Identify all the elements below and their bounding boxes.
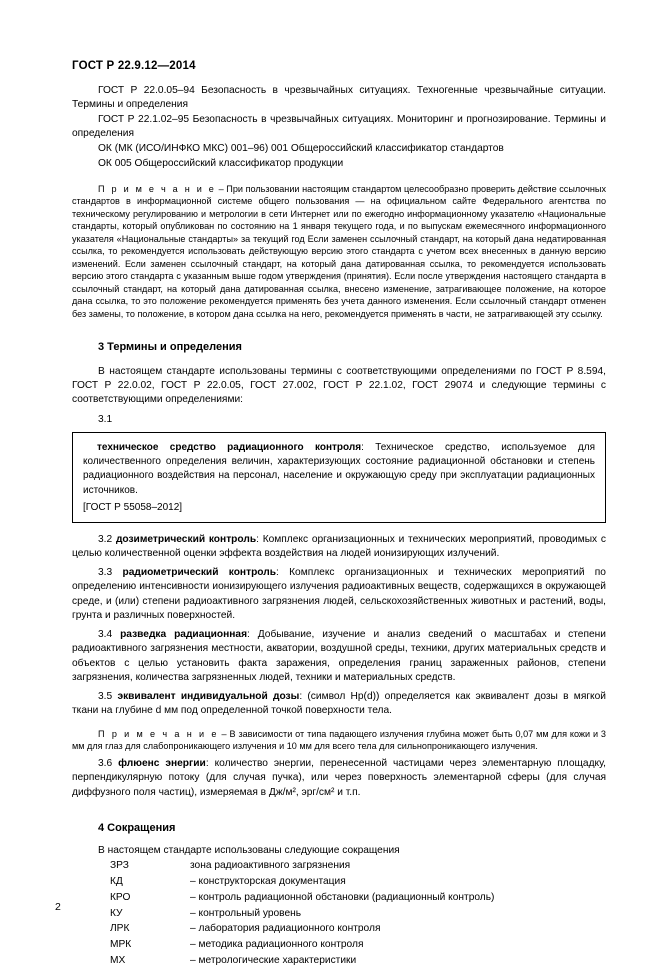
term-definition: : Комплекс организационных и технических мероприятий, проводимых с целью количественной оценки эффекта воздействия на людей ионизирующих излучений. xyxy=(72,533,606,560)
abbr-key: КРО xyxy=(110,891,131,903)
abbr-desc: – контроль радиационной обстановки (радиационный контроль) xyxy=(190,891,495,903)
table-row xyxy=(110,906,494,922)
framed-term-definition: : Техническое средство, используемое для количественного определения величин, характеризующих состояние радиационной обстановки и степень радиационного воздействия на персонал, население и окружающую среду при эксплуатации радиационных источников. xyxy=(83,441,595,496)
abbr-desc: – метрологические характеристики xyxy=(190,954,357,966)
term-definition-box xyxy=(72,432,606,523)
reference-ok-005: ОК 005 Общероссийский классификатор продукции xyxy=(98,157,344,169)
note-references xyxy=(72,183,606,321)
term-label: разведка радиационная xyxy=(120,628,248,640)
term-label: эквивалент индивидуальной дозы xyxy=(117,690,300,702)
term-number: 3.6 xyxy=(98,757,113,769)
reference-gost-22-1-02: ГОСТ Р 22.1.02–95 Безопасность в чрезвычайных ситуациях. Мониторинг и прогнозирование. Термины и определения xyxy=(72,113,606,140)
term-item-3-2 xyxy=(72,533,606,562)
table-row xyxy=(110,890,494,906)
table-row xyxy=(110,858,494,874)
term-number-3-1: 3.1 xyxy=(98,413,113,425)
note2-text: – В зависимости от типа падающего излучения глубина может быть 0,07 мм для кожи и 3 мм для глаз для слабопроникающего излучения и 10 мм для всего тела для сильнопроникающего излучения. xyxy=(72,728,606,752)
reference-ok-001: ОК (МК (ИСО/ИНФКО МКС) 001–96) 001 Общероссийский классификатор стандартов xyxy=(98,142,504,154)
term-definition: : количество энергии, перенесенной частицами через элементарную площадку, перпендикулярную потоку (для случая пучка), или через поверхность элементарной сферы (для случая диффузного поля частиц), измеряемая в Дж/м², эрг/см² и т.п. xyxy=(72,757,606,798)
table-row xyxy=(110,874,494,890)
note-text: – При пользовании настоящим стандартом целесообразно проверить действие ссылочных стандартов в информационной системе общего пользования — на официальном сайте Федерального агентства по техническому регулированию и метрологии в сети Интернет или по ежегодно информационному указателю «Национальные стандарты, который опубликован по состоянию на 1 января текущего года, и по выпускам ежемесячного информационного указателя «Национальные стандарты» за текущий год Если заменен ссылочный стандарт, на который дана недатированная ссылка, то рекомендуется использовать действующую версию этого стандарта с учетом всех внесенных в данную версию изменений. Если заменен ссылочный стандарт, на который дана датированная ссылка, то рекомендуется использовать версию этого стандарта с указанным выше годом утверждения (принятия). Если после утверждения настоящего стандарта в ссылочный стандарт, на который дана датированная ссылка, внесено изменение, затрагивающее положение, на которое дана ссылка, то это положение рекомендуется применять без учета данного изменения. Если ссылочный стандарт отменен без замены, то положение, в котором дана ссылка на него, рекомендуется применять в части, не затрагивающей эту ссылку. xyxy=(72,183,606,319)
term-definition: : (символ Hp(d)) определяется как эквивалент дозы в мягкой ткани на глубине d мм под определенной точкой поверхности тела. xyxy=(72,690,606,717)
abbr-desc: зона радиоактивного загрязнения xyxy=(190,860,351,872)
table-row xyxy=(110,937,494,953)
abbr-key: ЛРК xyxy=(110,923,130,935)
term-item-3-4 xyxy=(72,628,606,686)
term-number: 3.2 xyxy=(98,533,113,545)
term-label: радиометрический контроль xyxy=(122,566,276,578)
section-heading-abbreviations: 4 Сокращения xyxy=(98,822,176,835)
abbr-desc: – контрольный уровень xyxy=(190,907,302,919)
abbr-key: МРК xyxy=(110,939,132,951)
abbr-desc: – конструкторская документация xyxy=(190,876,346,888)
term-item-3-5 xyxy=(72,690,606,719)
abbr-key: КУ xyxy=(110,907,123,919)
note-depth xyxy=(72,728,606,753)
abbr-desc: – методика радиационного контроля xyxy=(190,939,364,951)
framed-term-source: [ГОСТ Р 55058–2012] xyxy=(83,501,183,513)
term-number: 3.4 xyxy=(98,628,113,640)
term-label: дозиметрический контроль xyxy=(115,533,257,545)
term-item-3-3 xyxy=(72,566,606,624)
abbr-desc: – лаборатория радиационного контроля xyxy=(190,923,381,935)
framed-term-label: техническое средство радиационного контроля xyxy=(97,441,362,453)
term-label: флюенс энергии xyxy=(118,757,206,769)
term-item-3-6 xyxy=(72,757,606,800)
term-definition: : Добывание, изучение и анализ сведений о масштабах и степени радиоактивного загрязнения местности, акватории, воздушной среды, техники, других материальных средств и объектов с целью установить факта заражения, определения границ зараженных районов, степени загрязнения, количества загрязненных людей, техники и материальных средств. xyxy=(72,628,606,684)
section-heading-terms: 3 Термины и определения xyxy=(98,340,242,353)
note2-label: П р и м е ч а н и е xyxy=(98,728,219,739)
page-number: 2 xyxy=(55,901,61,913)
framed-term-paragraph xyxy=(83,441,595,498)
note-label: П р и м е ч а н и е xyxy=(98,183,217,194)
abbr-key: МХ xyxy=(110,954,126,966)
term-number: 3.3 xyxy=(98,566,113,578)
abbreviations-table xyxy=(110,858,494,968)
reference-gost-22-0-05: ГОСТ Р 22.0.05–94 Безопасность в чрезвычайных ситуациях. Техногенные чрезвычайные ситуации. Термины и определения xyxy=(72,85,606,111)
abbr-key: КД xyxy=(110,876,123,888)
page-header: ГОСТ Р 22.9.12—2014 xyxy=(72,60,196,72)
term-definition: : Комплекс организационных и технических мероприятий по определению интенсивности ионизирующего излучения радиоактивных веществ, содержащихся в окружающей среде, и (или) степени радиоактивного загрязнения людей, сельскохозяйственных животных и растений, воды, грунта и различных поверхностей. xyxy=(72,566,606,622)
abbreviations-intro: В настоящем стандарте использованы следующие сокращения xyxy=(98,845,400,857)
table-row xyxy=(110,953,494,969)
terms-intro: В настоящем стандарте использованы термины с соответствующими определениями по ГОСТ Р 8.594, ГОСТ Р 22.0.02, ГОСТ Р 22.0.05, ГОСТ 27.002, ГОСТ Р 22.1.02, ГОСТ 29074 и следующие термины с соответствующими определениями: xyxy=(72,365,606,406)
abbr-key: ЗРЗ xyxy=(110,860,129,872)
term-number: 3.5 xyxy=(98,690,113,702)
